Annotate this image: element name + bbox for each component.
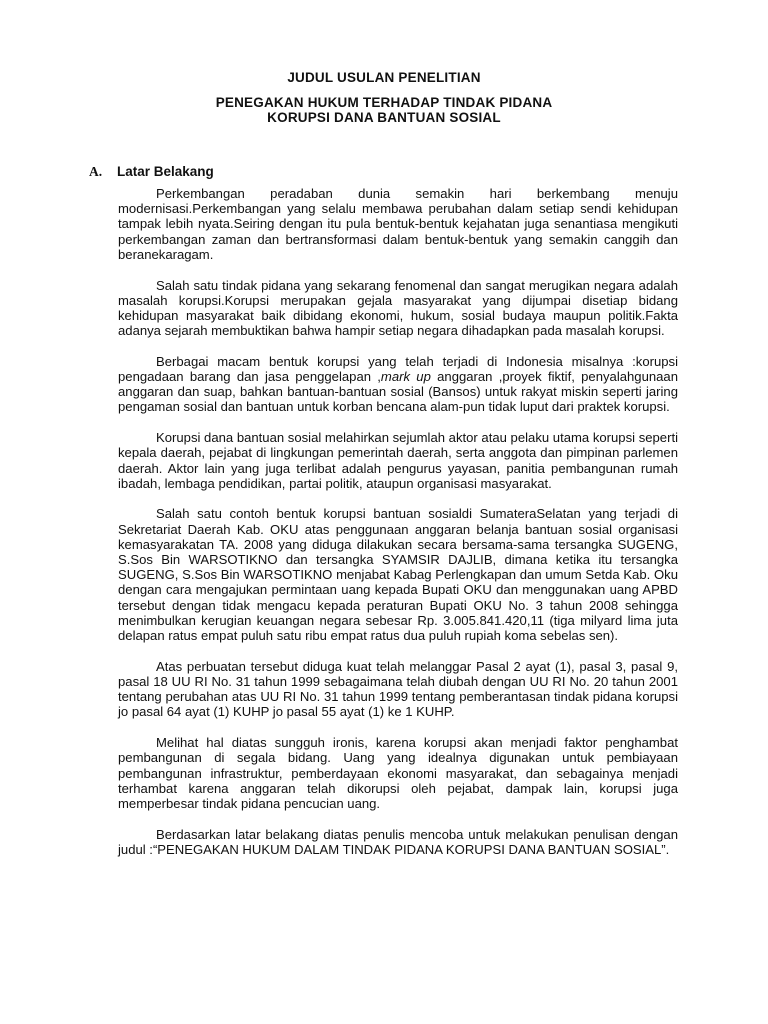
document-body (118, 186, 678, 873)
emphasis-text: mark up (380, 369, 431, 385)
paragraph: Salah satu contoh bentuk korupsi bantuan sosialdi SumateraSelatan yang terjadi di Sekretariat Daerah Kab. OKU atas penggunaan anggaran belanja bantuan sosial organisasi kemasyarakatan TA. 2008 yang diduga dilakukan secara bersama-sama tersangka SUGENG, S.Sos Bin WARSOTIKNO dan tersangka SYAMSIR DAJLIB, dimana ketika itu tersangka SUGENG, S.Sos Bin WARSOTIKNO menjabat Kabag Perlengkapan dan umum Setda Kab. Oku dengan cara mengajukan permintaan uang kepada Bupati OKU dan menggunakan uang APBD tersebut dengan tidak mengacu kepada peraturan Bupati OKU No. 3 tahun 2008 sehingga menimbulkan kerugian keuangan negara sebesar Rp. 3.005.841.420,11 (tiga milyard lima juta delapan ratus empat puluh satu ribu empat ratus dua puluh rupiah koma sebelas sen). (118, 506, 678, 644)
research-title-line-2: KORUPSI DANA BANTUAN SOSIAL (267, 110, 501, 125)
paragraph: Salah satu tindak pidana yang sekarang fenomenal dan sangat merugikan negara adalah masalah korupsi.Korupsi merupakan gejala masyarakat yang dijumpai disetiap bidang kehidupan masyarakat baik dibidang ekonomi, hukum, sosial budaya maupun politik.Fakta adanya sejarah membuktikan bahwa hampir setiap negara dihadapkan pada masalah korupsi. (118, 277, 678, 339)
paragraph: Melihat hal diatas sungguh ironis, karena korupsi akan menjadi faktor penghambat pembangunan di segala bidang. Uang yang idealnya digunakan untuk pembiayaan pembangunan infrastruktur, pemberdayaan ekonomi masyarakat, dan sebagainya menjadi terhambat karena anggaran telah dikorupsi oleh pejabat, dampak lain, korupsi juga memperbesar tindak pidana pencucian uang. (118, 735, 678, 811)
paragraph: Atas perbuatan tersebut diduga kuat telah melanggar Pasal 2 ayat (1), pasal 3, pasal 9, pasal 18 UU RI No. 31 tahun 1999 sebagaimana telah diubah dengan UU RI No. 20 tahun 2001 tentang perubahan atas UU RI No. 31 tahun 1999 tentang pemberantasan tindak pidana korupsi jo pasal 64 ayat (1) KUHP jo pasal 55 ayat (1) ke 1 KUHP. (118, 658, 678, 720)
document-heading: JUDUL USULAN PENELITIAN (287, 70, 481, 85)
paragraph: Berdasarkan latar belakang diatas penulis mencoba untuk melakukan penulisan dengan judul :“PENEGAKAN HUKUM DALAM TINDAK PIDANA KORUPSI DANA BANTUAN SOSIAL”. (118, 826, 678, 857)
paragraph: Perkembangan peradaban dunia semakin hari berkembang menuju modernisasi.Perkembangan yang selalu membawa perubahan dalam setiap sendi kehidupan tampak lebih nyata.Seiring dengan itu pula bentuk-bentuk kejahatan juga senantiasa mengikuti perkembangan zaman dan bertransformasi dalam bentuk-bentuk yang semakin canggih dan beranekaragam. (118, 186, 678, 262)
research-title-line-1: PENEGAKAN HUKUM TERHADAP TINDAK PIDANA (215, 95, 553, 110)
section-heading (89, 164, 214, 180)
section-letter: A. (89, 164, 103, 179)
section-title: Latar Belakang (117, 164, 214, 179)
paragraph: Berbagai macam bentuk korupsi yang telah terjadi di Indonesia misalnya :korupsi pengadaan barang dan jasa penggelapan ,mark up anggaran ,proyek fiktif, penyalahgunaan anggaran dan suap, bahkan bantuan-bantuan sosial (Bansos) untuk rakyat miskin seperti jaring pengaman sosial dan bantuan untuk korban bencana alam-pun tidak luput dari praktek korupsi. (118, 353, 678, 415)
paragraph: Korupsi dana bantuan sosial melahirkan sejumlah aktor atau pelaku utama korupsi seperti kepala daerah, pejabat di lingkungan pemerintah daerah, serta anggota dan pimpinan parlemen daerah. Aktor lain yang juga terlibat adalah pengurus yayasan, panitia pembangunan rumah ibadah, lembaga pendidikan, partai politik, ataupun organisasi masyarakat. (118, 430, 678, 491)
